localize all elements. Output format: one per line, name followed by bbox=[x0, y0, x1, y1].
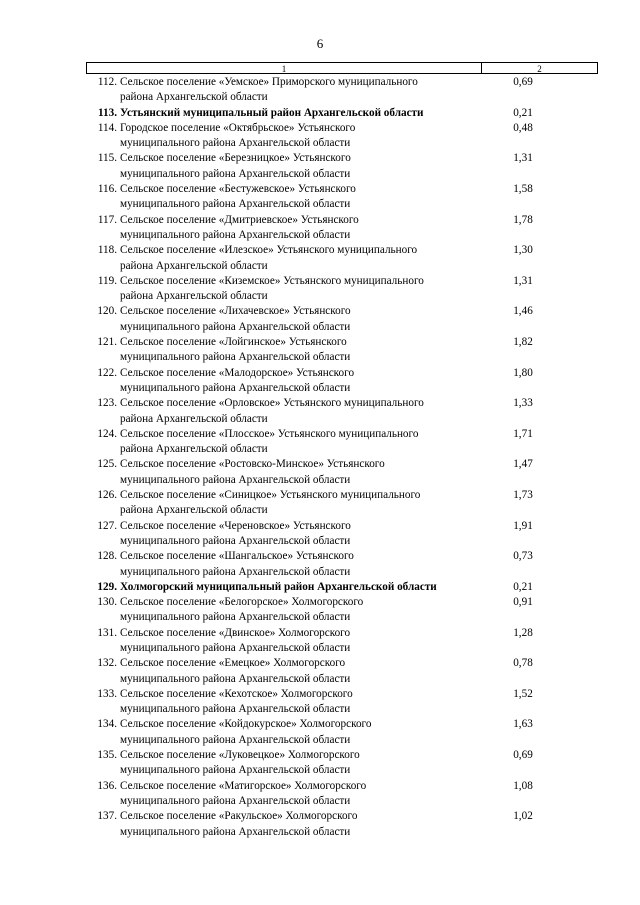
row-value: 1,30 bbox=[513, 244, 533, 257]
row-value: 0,73 bbox=[513, 550, 533, 563]
table-row bbox=[86, 488, 598, 519]
table-row bbox=[86, 595, 598, 626]
row-name-line-1: Холмогорский муниципальный район Архангельской области bbox=[120, 580, 437, 593]
row-name-line-2: муниципального района Архангельской области bbox=[120, 473, 351, 486]
row-value: 0,78 bbox=[513, 657, 533, 670]
row-name-line-2: муниципального района Архангельской области bbox=[120, 764, 351, 777]
row-name-line-1: Сельское поселение «Кехотское» Холмогорского bbox=[120, 687, 353, 700]
row-name bbox=[120, 396, 478, 427]
table-row bbox=[86, 396, 598, 427]
row-name bbox=[120, 304, 478, 335]
row-name-line-1: Сельское поселение «Малодорское» Устьянского bbox=[120, 366, 355, 379]
row-value: 1,73 bbox=[513, 489, 533, 502]
row-number: 112. bbox=[97, 76, 117, 88]
row-value: 1,52 bbox=[513, 687, 533, 700]
row-name bbox=[120, 549, 478, 580]
row-number: 127. bbox=[97, 519, 117, 532]
row-name bbox=[120, 488, 478, 519]
row-number: 129. bbox=[97, 580, 117, 593]
table-row bbox=[86, 779, 598, 810]
table-body bbox=[86, 75, 598, 840]
row-number: 122. bbox=[97, 366, 117, 379]
table-row bbox=[86, 626, 598, 657]
row-name-line-1: Сельское поселение «Орловское» Устьянского муниципального bbox=[120, 397, 424, 410]
table-row bbox=[86, 717, 598, 748]
row-name bbox=[120, 809, 478, 840]
table-row bbox=[86, 580, 598, 595]
row-value: 1,71 bbox=[513, 427, 533, 440]
row-name-line-2: муниципального района Архангельской области bbox=[120, 228, 351, 241]
row-name-line-1: Сельское поселение «Уемское» Приморского муниципального bbox=[120, 76, 418, 88]
row-name-line-1: Сельское поселение «Лихачевское» Устьянского bbox=[120, 305, 351, 318]
row-number: 137. bbox=[97, 810, 117, 823]
row-number: 133. bbox=[97, 687, 117, 700]
row-number: 125. bbox=[97, 458, 117, 471]
row-number: 123. bbox=[97, 397, 117, 410]
header-column-2: 2 bbox=[537, 64, 542, 74]
row-number: 136. bbox=[97, 779, 117, 792]
row-name-line-2: муниципального района Архангельской области bbox=[120, 794, 351, 807]
table-row bbox=[86, 809, 598, 840]
row-value: 1,47 bbox=[513, 458, 533, 471]
row-name-line-1: Сельское поселение «Бестужевское» Устьянского bbox=[120, 183, 356, 196]
row-name-line-1: Сельское поселение «Плосское» Устьянского муниципального bbox=[120, 427, 419, 440]
row-name-line-2: муниципального района Архангельской области bbox=[120, 534, 351, 547]
row-name-line-1: Сельское поселение «Ракульское» Холмогорского bbox=[120, 810, 358, 823]
row-name-line-1: Сельское поселение «Синицкое» Устьянского муниципального bbox=[120, 489, 421, 502]
table-row bbox=[86, 213, 598, 244]
table-row bbox=[86, 366, 598, 397]
row-name-line-2: района Архангельской области bbox=[120, 290, 268, 303]
row-name-line-1: Сельское поселение «Киземское» Устьянского муниципального bbox=[120, 274, 424, 287]
table-row bbox=[86, 656, 598, 687]
row-name-line-2: муниципального района Архангельской области bbox=[120, 733, 351, 746]
table-row bbox=[86, 748, 598, 779]
row-number: 126. bbox=[97, 489, 117, 502]
row-name-line-1: Сельское поселение «Луковецкое» Холмогорского bbox=[120, 749, 360, 762]
row-name-line-2: муниципального района Архангельской области bbox=[120, 198, 351, 211]
row-number: 118. bbox=[97, 244, 117, 257]
row-value: 1,58 bbox=[513, 183, 533, 196]
row-name-line-1: Сельское поселение «Дмитриевское» Устьянского bbox=[120, 213, 359, 226]
row-number: 131. bbox=[97, 626, 117, 639]
row-name bbox=[120, 182, 478, 213]
row-name bbox=[120, 366, 478, 397]
row-name-line-2: муниципального района Архангельской области bbox=[120, 825, 351, 838]
table-row bbox=[86, 274, 598, 305]
row-value: 1,82 bbox=[513, 336, 533, 349]
table-row bbox=[86, 75, 598, 106]
row-value: 1,31 bbox=[513, 274, 533, 287]
row-name-line-1: Сельское поселение «Койдокурское» Холмогорского bbox=[120, 718, 372, 731]
row-number: 113. bbox=[98, 106, 117, 119]
row-name-line-2: района Архангельской области bbox=[120, 91, 268, 104]
row-name-line-1: Сельское поселение «Емецкое» Холмогорского bbox=[120, 657, 346, 670]
row-number: 115. bbox=[97, 152, 117, 165]
row-value: 1,28 bbox=[513, 626, 533, 639]
table-row bbox=[86, 335, 598, 366]
row-number: 132. bbox=[97, 657, 117, 670]
row-name bbox=[120, 335, 478, 366]
row-name bbox=[120, 519, 478, 550]
row-value: 1,78 bbox=[513, 213, 533, 226]
row-name-line-2: муниципального района Архангельской области bbox=[120, 137, 351, 150]
row-number: 117. bbox=[97, 213, 117, 226]
row-number: 116. bbox=[97, 183, 117, 196]
table-row bbox=[86, 106, 598, 121]
row-name-line-1: Сельское поселение «Шангальское» Устьянского bbox=[120, 550, 354, 563]
row-name bbox=[120, 106, 478, 121]
table-row bbox=[86, 151, 598, 182]
row-name-line-2: района Архангельской области bbox=[120, 412, 268, 425]
row-name-line-1: Сельское поселение «Березницкое» Устьянского bbox=[120, 152, 351, 165]
row-value: 0,91 bbox=[513, 596, 533, 609]
row-name-line-1: Сельское поселение «Лойгинское» Устьянского bbox=[120, 336, 347, 349]
row-name-line-2: района Архангельской области bbox=[120, 443, 268, 456]
row-name-line-1: Сельское поселение «Матигорское» Холмогорского bbox=[120, 779, 367, 792]
row-name-line-2: муниципального района Архангельской области bbox=[120, 611, 351, 624]
row-name bbox=[120, 121, 478, 152]
row-name bbox=[120, 243, 478, 274]
table-row bbox=[86, 243, 598, 274]
page-number: 6 bbox=[316, 36, 324, 51]
row-number: 135. bbox=[97, 749, 117, 762]
row-name-line-2: муниципального района Архангельской области bbox=[120, 641, 351, 654]
row-name-line-2: муниципального района Архангельской области bbox=[120, 167, 351, 180]
row-name-line-1: Сельское поселение «Двинское» Холмогорского bbox=[120, 626, 351, 639]
table-header bbox=[86, 62, 598, 74]
row-name bbox=[120, 457, 478, 488]
table-row bbox=[86, 457, 598, 488]
row-number: 130. bbox=[97, 596, 117, 609]
row-name-line-2: муниципального района Архангельской области bbox=[120, 672, 351, 685]
row-value: 0,21 bbox=[513, 580, 533, 593]
table-row bbox=[86, 182, 598, 213]
row-number: 119. bbox=[97, 274, 117, 287]
row-name-line-1: Сельское поселение «Череновское» Устьянского bbox=[120, 519, 351, 532]
row-value: 0,48 bbox=[513, 121, 533, 134]
row-name-line-1: Городское поселение «Октябрьское» Устьянского bbox=[120, 121, 356, 134]
row-value: 1,63 bbox=[513, 718, 533, 731]
row-name bbox=[120, 748, 478, 779]
header-column-1: 1 bbox=[87, 63, 482, 73]
row-name bbox=[120, 779, 478, 810]
row-name bbox=[120, 595, 478, 626]
row-name-line-2: муниципального района Архангельской области bbox=[120, 703, 351, 716]
row-name-line-1: Сельское поселение «Белогорское» Холмогорского bbox=[120, 596, 364, 609]
table-row bbox=[86, 519, 598, 550]
row-number: 134. bbox=[97, 718, 117, 731]
data-table bbox=[86, 62, 598, 840]
row-name bbox=[120, 427, 478, 458]
row-name bbox=[120, 626, 478, 657]
row-name bbox=[120, 75, 478, 106]
row-value: 0,69 bbox=[513, 749, 533, 762]
row-value: 1,08 bbox=[513, 779, 533, 792]
row-value: 1,91 bbox=[513, 519, 533, 532]
row-name bbox=[120, 717, 478, 748]
row-number: 120. bbox=[97, 305, 117, 318]
row-name-line-1: Сельское поселение «Илезское» Устьянского муниципального bbox=[120, 244, 418, 257]
row-value: 0,21 bbox=[513, 106, 533, 119]
row-name-line-1: Устьянский муниципальный район Архангельской области bbox=[120, 106, 424, 119]
table-row bbox=[86, 427, 598, 458]
row-value: 1,33 bbox=[513, 397, 533, 410]
table-row bbox=[86, 304, 598, 335]
row-name-line-2: района Архангельской области bbox=[120, 504, 268, 517]
row-name bbox=[120, 151, 478, 182]
row-name-line-2: района Архангельской области bbox=[120, 259, 268, 272]
row-value: 1,02 bbox=[513, 810, 533, 823]
row-name bbox=[120, 580, 478, 595]
row-number: 114. bbox=[97, 121, 117, 134]
row-value: 0,69 bbox=[513, 76, 533, 88]
row-number: 124. bbox=[97, 427, 117, 440]
row-number: 121. bbox=[97, 336, 117, 349]
row-name-line-1: Сельское поселение «Ростовско-Минское» Устьянского bbox=[120, 458, 385, 471]
row-name bbox=[120, 274, 478, 305]
table-row bbox=[86, 549, 598, 580]
row-name-line-2: муниципального района Архангельской области bbox=[120, 320, 351, 333]
row-name-line-2: муниципального района Архангельской области bbox=[120, 351, 351, 364]
row-value: 1,46 bbox=[513, 305, 533, 318]
row-name bbox=[120, 687, 478, 718]
table-row bbox=[86, 121, 598, 152]
row-name bbox=[120, 213, 478, 244]
row-name bbox=[120, 656, 478, 687]
row-value: 1,31 bbox=[513, 152, 533, 165]
row-name-line-2: муниципального района Архангельской области bbox=[120, 565, 351, 578]
row-number: 128. bbox=[97, 550, 117, 563]
row-value: 1,80 bbox=[513, 366, 533, 379]
row-name-line-2: муниципального района Архангельской области bbox=[120, 381, 351, 394]
table-row bbox=[86, 687, 598, 718]
